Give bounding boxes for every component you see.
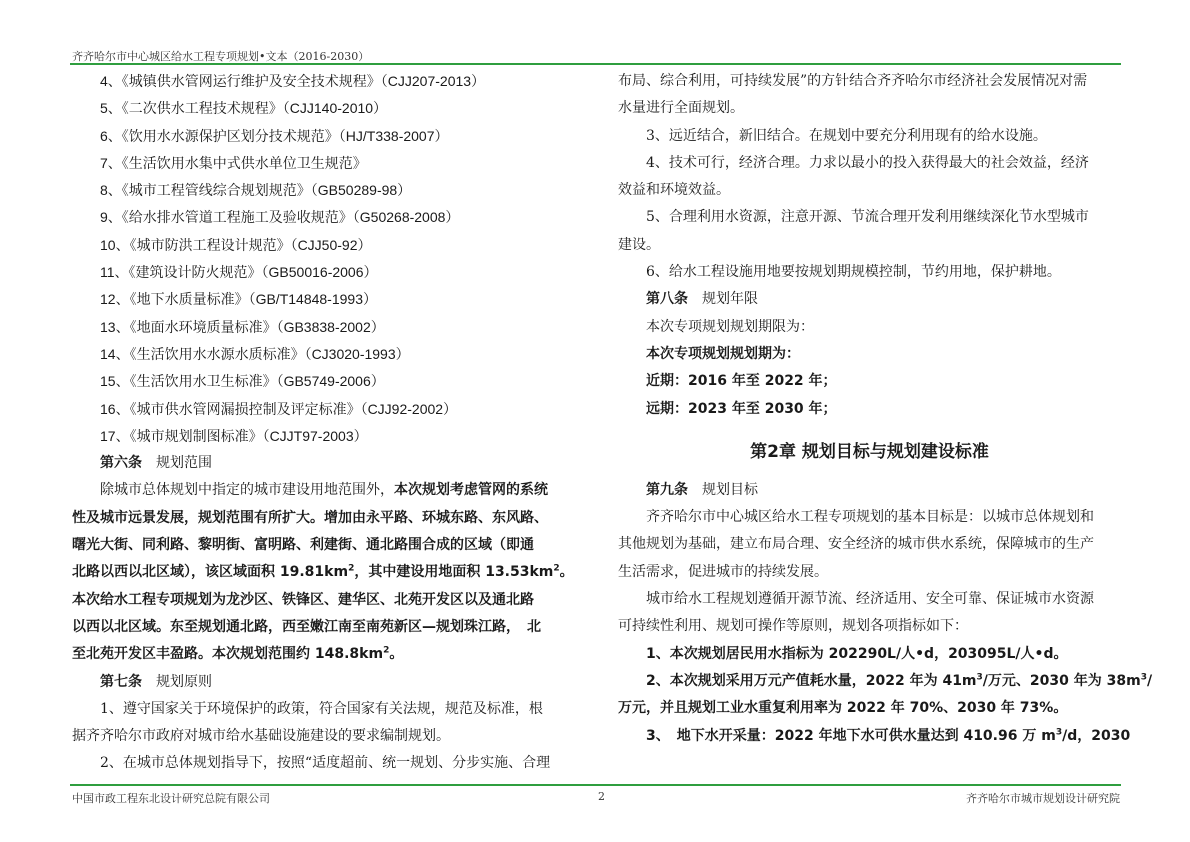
goal-line: 生活需求，促进城市的持续发展。 — [618, 563, 828, 580]
article-8-heading — [618, 286, 1121, 313]
reference-item: 8、《城市工程管线综合规划规范》（GB50289-98） — [100, 182, 412, 199]
principle-line: 4、技术可行，经济合理。力求以最小的投入获得最大的社会效益，经济 — [646, 154, 1089, 171]
indicator-text: /万元、2030 年为 38m — [982, 672, 1141, 689]
scope-line — [72, 477, 575, 504]
page-number: 2 — [598, 790, 605, 803]
footer-rule — [70, 784, 1121, 786]
reference-item: 14、《生活饮用水水源水质标准》（CJ3020-1993） — [100, 345, 410, 362]
reference-item: 4、《城镇供水管网运行维护及安全技术规程》（CJJ207-2013） — [100, 73, 486, 89]
page-header: 齐齐哈尔市中心城区给水工程专项规划•文本（2016-2030） — [72, 50, 370, 63]
principle-line: 6、给水工程设施用地要按规划期规模控制，节约用地，保护耕地。 — [646, 264, 1061, 281]
principle-intro-line: 可持续性利用、规划可操作等原则，规划各项指标如下： — [618, 618, 968, 635]
indicator-1: 1、本次规划居民用水指标为 202290L/人•d，203095L/人•d。 — [646, 645, 1068, 662]
indicator-3 — [618, 723, 1131, 750]
period-text-bold: 本次专项规划规划期为： — [646, 345, 800, 362]
principle-line: 1、遵守国家关于环境保护的政策，符合国家有关法规，规范及标准，根 — [100, 700, 543, 717]
article-title: 规划目标 — [702, 481, 758, 498]
superscript: 2 — [383, 645, 390, 656]
principle-line: 水量进行全面规划。 — [618, 100, 744, 117]
superscript: 2 — [348, 563, 355, 574]
reference-item: 7、《生活饮用水集中式供水单位卫生规范》 — [100, 154, 367, 171]
goal-line: 齐齐哈尔市中心城区给水工程专项规划的基本目标是：以城市总体规划和 — [646, 509, 1094, 526]
superscript: 2 — [553, 563, 560, 574]
scope-text: 除城市总体规划中指定的城市建设用地范围外， — [100, 482, 394, 499]
footer-left: 中国市政工程东北设计研究总院有限公司 — [72, 792, 270, 805]
far-term: 远期：2023 年至 2030 年； — [646, 400, 837, 417]
principle-line: 2、在城市总体规划指导下，按照“适度超前、统一规划、分步实施、合理 — [100, 755, 551, 772]
indicator-text: /d，2030 — [1062, 727, 1131, 744]
scope-line: 曙光大街、同利路、黎明街、富明路、利建街、通北路围合成的区域（即通 — [72, 537, 534, 554]
reference-list — [72, 68, 575, 450]
goal-line: 其他规划为基础，建立布局合理、安全经济的城市供水系统，保障城市的生产 — [618, 536, 1094, 553]
principle-intro-line: 城市给水工程规划遵循开源节流、经济适用、安全可靠、保证城市水资源 — [646, 591, 1094, 608]
reference-item: 12、《地下水质量标准》（GB/T14848-1993） — [100, 291, 377, 308]
article-label: 第八条 — [646, 291, 688, 308]
article-9-heading — [618, 477, 1121, 504]
article-title: 规划范围 — [156, 455, 212, 472]
footer-right: 齐齐哈尔市城市规划设计研究院 — [966, 792, 1120, 805]
header-rule — [70, 63, 1121, 65]
scope-line: 性及城市远景发展，规划范围有所扩大。增加由永平路、环城东路、东风路、 — [72, 509, 548, 526]
scope-text-bold: 本次规划考虑管网的系统 — [394, 482, 548, 499]
reference-item: 9、《给水排水管道工程施工及验收规范》（G50268-2008） — [100, 209, 460, 226]
reference-item: 13、《地面水环境质量标准》（GB3838-2002） — [100, 318, 385, 335]
reference-item: 17、《城市规划制图标准》（CJJT97-2003） — [100, 427, 368, 444]
indicator-2-cont: 万元，并且规划工业水重复利用率为 2022 年 70%、2030 年 73%。 — [618, 700, 1068, 717]
scope-text: 。 — [389, 646, 404, 663]
article-7-heading — [72, 669, 575, 696]
scope-paragraph — [72, 477, 575, 668]
superscript: 3 — [1055, 726, 1063, 737]
scope-text: ，其中建设用地面积 13.53km — [354, 564, 554, 581]
principle-line: 3、远近结合，新旧结合。在规划中要充分利用现有的给水设施。 — [646, 127, 1047, 144]
article-label: 第九条 — [646, 481, 688, 498]
right-column — [618, 68, 1153, 750]
chapter-title: 第2章 规划目标与规划建设标准 — [750, 441, 989, 462]
scope-line — [72, 641, 575, 668]
principle-line: 5、合理利用水资源，注意开源、节流合理开发利用继续深化节水型城市 — [646, 209, 1089, 226]
scope-line — [72, 559, 575, 586]
indicator-2 — [618, 668, 1153, 695]
scope-text: 至北苑开发区丰盈路。本次规划范围约 148.8km — [72, 646, 384, 663]
reference-item: 5、《二次供水工程技术规程》（CJJ140-2010） — [100, 100, 388, 117]
near-term: 近期：2016 年至 2022 年； — [646, 373, 837, 390]
indicator-text: 2、本次规划采用万元产值耗水量，2022 年为 41m — [646, 672, 977, 689]
indicator-text: 3、 地下水开采量：2022 年地下水可供水量达到 410.96 万 m — [646, 727, 1056, 744]
superscript: 3 — [976, 672, 983, 683]
scope-line: 本次给水工程专项规划为龙沙区、铁锋区、建华区、北苑开发区以及通北路 — [72, 591, 534, 608]
reference-item: 16、《城市供水管网漏损控制及评定标准》（CJJ92-2002） — [100, 400, 458, 417]
principle-line: 据齐齐哈尔市政府对城市给水基础设施建设的要求编制规划。 — [72, 728, 450, 745]
scope-line: 以西以北区域。东至规划通北路，西至嫩江南至南苑新区—规划珠江路， 北 — [72, 618, 541, 635]
principle-line: 建设。 — [618, 236, 660, 253]
scope-text: 北路以西以北区域），该区域面积 19.81km — [72, 564, 349, 581]
reference-item: 10、《城市防洪工程设计规范》（CJJ50-92） — [100, 236, 372, 253]
scope-text: 。 — [559, 564, 574, 581]
superscript: 3 — [1140, 672, 1147, 683]
article-6-heading — [72, 450, 575, 477]
article-title: 规划原则 — [156, 673, 212, 690]
period-text: 本次专项规划规划期限为： — [646, 318, 814, 335]
reference-item: 15、《生活饮用水卫生标准》（GB5749-2006） — [100, 373, 385, 390]
article-label: 第六条 — [100, 455, 142, 472]
indicator-text: / — [1146, 672, 1153, 689]
left-column — [72, 68, 575, 778]
article-title: 规划年限 — [702, 291, 758, 308]
article-label: 第七条 — [100, 673, 142, 690]
principle-line: 布局、综合利用，可持续发展”的方针结合齐齐哈尔市经济社会发展情况对需 — [618, 73, 1088, 89]
principle-line: 效益和环境效益。 — [618, 182, 730, 199]
reference-item: 11、《建筑设计防火规范》（GB50016-2006） — [100, 264, 378, 281]
reference-item: 6、《饮用水水源保护区划分技术规范》（HJ/T338-2007） — [100, 127, 449, 144]
